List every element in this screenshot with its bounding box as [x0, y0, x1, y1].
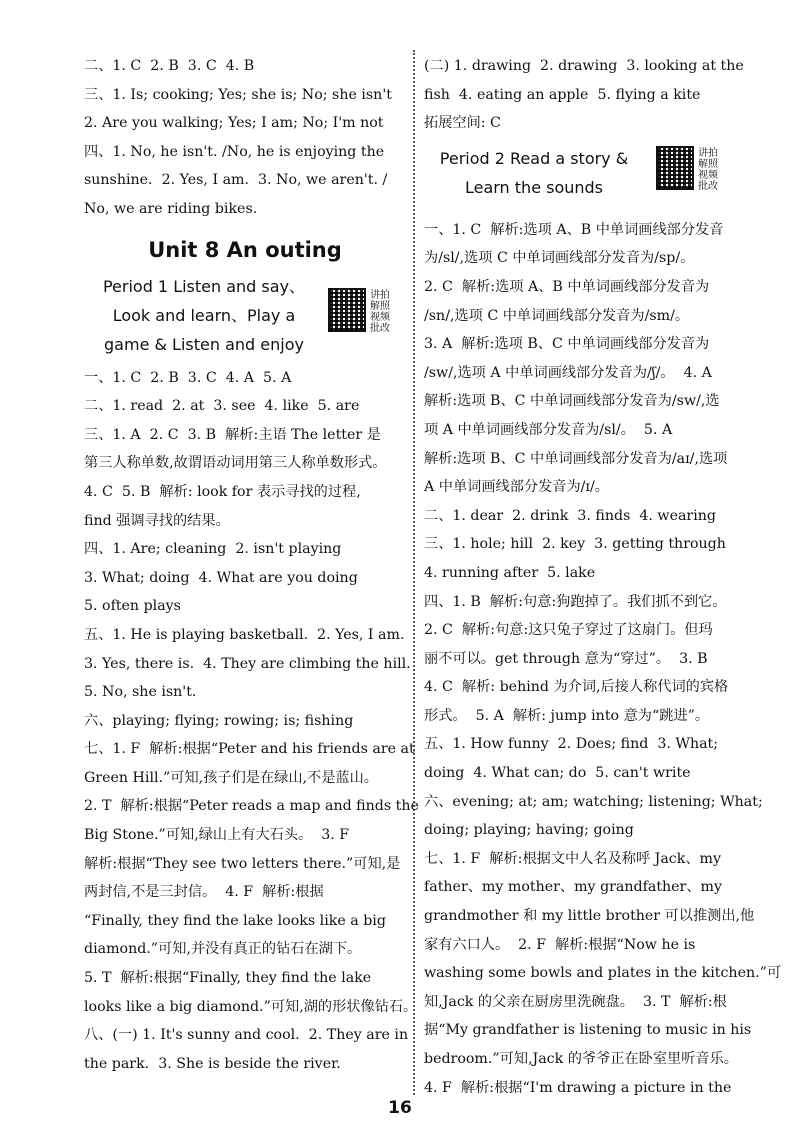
answer-line: 六、evening; at; am; watching; listening; What;: [424, 793, 763, 810]
answer-line: 六、playing; flying; rowing; is; fishing: [84, 712, 354, 729]
answer-line: 3. What; doing 4. What are you doing: [84, 569, 358, 586]
answer-line: 拓展空间: C: [424, 115, 501, 132]
answer-line: fish 4. eating an apple 5. flying a kite: [424, 86, 701, 103]
period1-title: [84, 272, 324, 359]
answer-line: 家有六口人。 2. F 解析:根据“Now he is: [424, 936, 696, 953]
answer-line: 三、1. hole; hill 2. key 3. getting through: [424, 536, 726, 553]
answer-line: 第三人称单数,故谓语动词用第三人称单数形式。: [84, 455, 387, 472]
answer-line: sunshine. 2. Yes, I am. 3. No, we aren't. /: [84, 172, 388, 189]
answer-line: 4. C 5. B 解析: look for 表示寻找的过程,: [84, 483, 361, 500]
period2-title-line: Period 2 Read a story &: [439, 148, 629, 168]
answer-line: Green Hill.”可知,孩子们是在绿山,不是蓝山。: [84, 769, 378, 786]
answer-line: 三、1. Is; cooking; Yes; she is; No; she isn't: [84, 86, 392, 103]
answer-line: father、my mother、my grandfather、my: [424, 879, 722, 896]
answer-line: washing some bowls and plates in the kitchen.”可: [424, 965, 782, 982]
answer-line: 2. Are you walking; Yes; I am; No; I'm not: [84, 115, 384, 132]
answer-line: 三、1. A 2. C 3. B 解析:主语 The letter 是: [84, 426, 381, 443]
answer-line: 5. No, she isn't.: [84, 684, 197, 701]
answer-line: find 强调寻找的结果。: [84, 512, 230, 529]
period1-title-line: Look and learn、Play a: [112, 305, 296, 325]
answer-line: 四、1. B 解析:句意:狗跑掉了。我们抓不到它。: [424, 593, 727, 610]
answer-line: 5. T 解析:根据“Finally, they find the lake: [84, 970, 372, 987]
answer-line: 五、1. How funny 2. Does; find 3. What;: [424, 736, 719, 753]
answer-line: diamond.”可知,并没有真正的钻石在湖下。: [84, 941, 362, 958]
qr-code-icon[interactable]: [328, 288, 366, 332]
answer-line: 二、1. read 2. at 3. see 4. like 5. are: [84, 398, 360, 415]
period2-title-line: Learn the sounds: [464, 177, 604, 197]
answer-line: the park. 3. She is beside the river.: [84, 1055, 341, 1072]
answer-line: 2. T 解析:根据“Peter reads a map and finds the: [84, 798, 419, 815]
answer-line: 四、1. No, he isn't. /No, he is enjoying the: [84, 143, 385, 160]
answer-line: 四、1. Are; cleaning 2. isn't playing: [84, 541, 342, 558]
answer-line: 八、(一) 1. It's sunny and cool. 2. They are in: [84, 1027, 409, 1044]
qr-code-icon[interactable]: [656, 146, 694, 190]
answer-line: /sw/,选项 A 中单词画线部分发音为/ʃ/。 4. A: [424, 364, 712, 381]
answer-line: 2. C 解析:选项 A、B 中单词画线部分发音为: [424, 278, 710, 295]
answer-line: 4. running after 5. lake: [424, 564, 596, 581]
left-column: [84, 52, 419, 1078]
column-divider: [413, 50, 415, 1095]
answer-line: doing 4. What can; do 5. can't write: [424, 765, 691, 782]
period1-title-line: Period 1 Listen and say、: [102, 276, 306, 296]
answer-line: 七、1. F 解析:根据“Peter and his friends are at: [84, 741, 415, 758]
answer-line: 解析:选项 B、C 中单词画线部分发音为/aɪ/,选项: [424, 450, 728, 467]
page-number: 16: [388, 1098, 412, 1118]
qr-label: 讲拍 解照 视频 批改: [370, 289, 390, 334]
answer-line: 据“My grandfather is listening to music in his: [424, 1022, 752, 1039]
answer-line: 五、1. He is playing basketball. 2. Yes, I am.: [84, 626, 405, 643]
answer-line: 解析:根据“They see two letters there.”可知,是: [84, 855, 401, 872]
answer-line: “Finally, they find the lake looks like a big: [84, 912, 386, 929]
period1-title-line: game & Listen and enjoy: [104, 334, 304, 354]
answer-line: A 中单词画线部分发音为/ɪ/。: [424, 479, 609, 496]
answer-line: 5. often plays: [84, 598, 181, 615]
answer-line: 4. C 解析: behind 为介词,后接人称代词的宾格: [424, 679, 729, 696]
answer-line: 形式。 5. A 解析: jump into 意为“跳进”。: [424, 707, 710, 724]
right-column: [424, 52, 782, 1102]
answer-line: Big Stone.”可知,绿山上有大石头。 3. F: [84, 827, 350, 844]
answer-line: 二、1. dear 2. drink 3. finds 4. wearing: [424, 507, 716, 524]
period2-heading: [424, 144, 744, 214]
left-answers-top: [84, 52, 406, 224]
answer-line: 一、1. C 2. B 3. C 4. A 5. A: [84, 369, 292, 386]
answer-line: 丽不可以。get through 意为“穿过”。 3. B: [424, 650, 708, 667]
answer-line: 3. Yes, there is. 4. They are climbing the hill.: [84, 655, 411, 672]
answer-line: 4. F 解析:根据“I'm drawing a picture in the: [424, 1079, 732, 1096]
right-answers-top: [424, 52, 744, 138]
answer-line: 七、1. F 解析:根据文中人名及称呼 Jack、my: [424, 850, 721, 867]
answer-line: doing; playing; having; going: [424, 822, 634, 839]
answer-line: (二) 1. drawing 2. drawing 3. looking at the: [424, 58, 744, 74]
answer-line: 3. A 解析:选项 B、C 中单词画线部分发音为: [424, 336, 710, 353]
answer-line: 项 A 中单词画线部分发音为/sl/。 5. A: [424, 421, 673, 438]
right-answers-bottom: [424, 216, 782, 1102]
qr-label: 讲拍 解照 视频 批改: [698, 147, 718, 192]
unit-title: Unit 8 An outing: [148, 237, 342, 262]
answer-line: grandmother 和 my little brother 可以推测出,他: [424, 908, 755, 925]
answer-line: 为/sl/,选项 C 中单词画线部分发音为/sp/。: [424, 250, 695, 267]
answer-line: /sn/,选项 C 中单词画线部分发音为/sm/。: [424, 307, 690, 324]
period2-title: [424, 144, 644, 202]
answer-line: No, we are riding bikes.: [84, 200, 258, 217]
answer-line: 知,Jack 的父亲在厨房里洗碗盘。 3. T 解析:根: [424, 993, 727, 1010]
answer-line: 2. C 解析:句意:这只兔子穿过了这扇门。但玛: [424, 622, 713, 639]
answer-line: 两封信,不是三封信。 4. F 解析:根据: [84, 884, 324, 901]
answer-line: looks like a big diamond.”可知,湖的形状像钻石。: [84, 998, 418, 1015]
answer-line: 一、1. C 解析:选项 A、B 中单词画线部分发音: [424, 221, 724, 238]
answer-line: 二、1. C 2. B 3. C 4. B: [84, 58, 255, 74]
answer-line: 解析:选项 B、C 中单词画线部分发音为/sw/,选: [424, 393, 720, 410]
period1-heading: [84, 272, 406, 362]
left-answers-bottom: [84, 364, 419, 1079]
answer-line: bedroom.”可知,Jack 的爷爷正在卧室里听音乐。: [424, 1051, 738, 1067]
